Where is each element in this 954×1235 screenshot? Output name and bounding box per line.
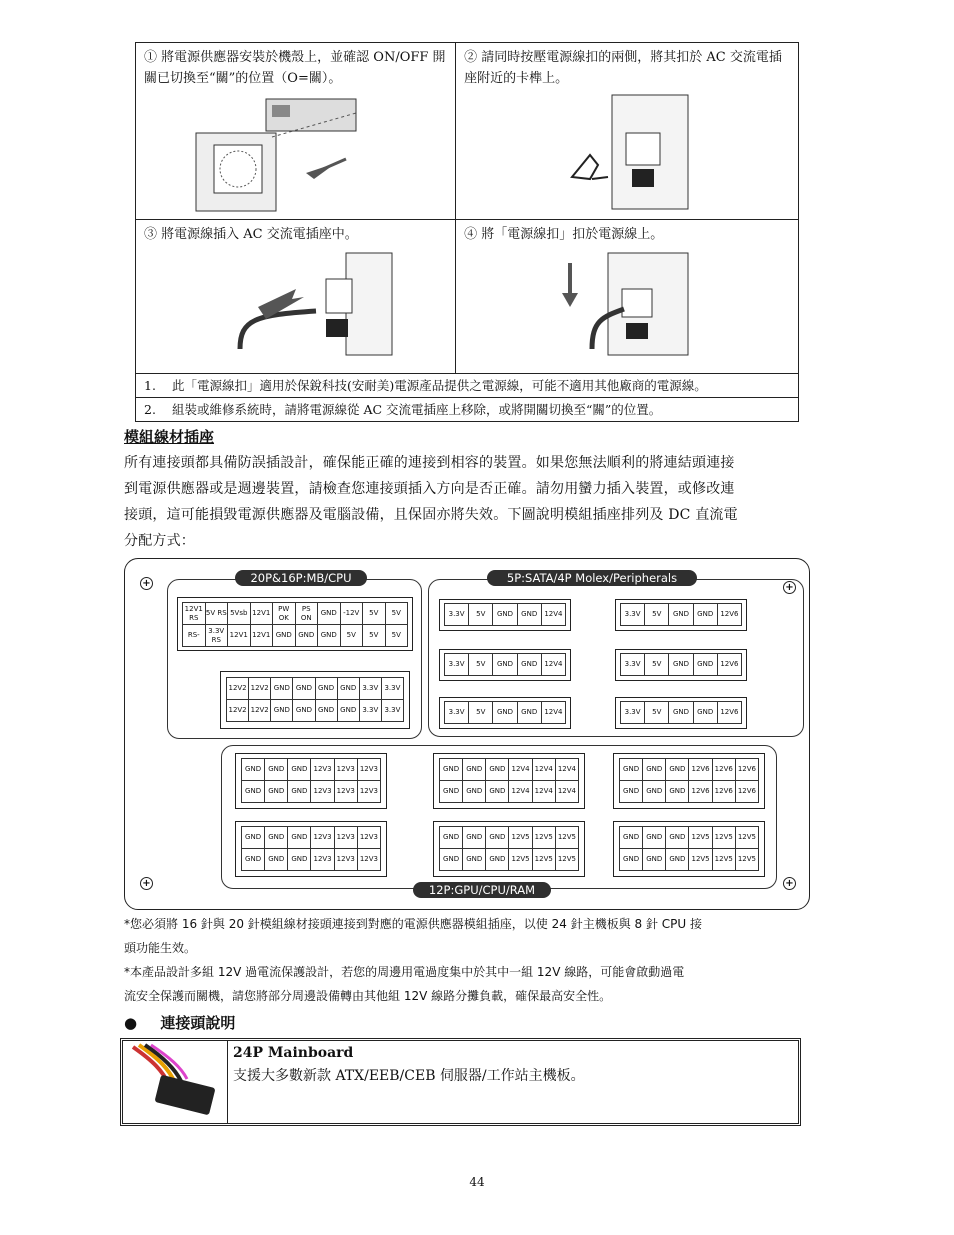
pin-label: 12V6 — [736, 759, 759, 781]
pin-label: 12V2 — [249, 700, 271, 722]
gpu-grid — [439, 758, 579, 803]
pin-label: GND — [463, 849, 486, 871]
gpu-connector — [235, 753, 387, 809]
pin-label: 3.3V — [360, 700, 382, 722]
pin-label: -12V — [341, 603, 364, 625]
pin-label: 5V — [469, 604, 493, 626]
pin-label: GND — [643, 759, 666, 781]
note-1 — [136, 374, 799, 398]
pin-label: GND — [620, 827, 643, 849]
note-2-text: 組裝或維修系統時，請將電源線從 AC 交流電插座上移除，或將開關切換至“關”的位置。 — [171, 402, 662, 417]
pin-label: GND — [620, 759, 643, 781]
sata-grid — [620, 653, 742, 676]
pin-label: 12V2 — [227, 678, 249, 700]
pin-label: 12V5 — [556, 827, 579, 849]
sata-grid — [620, 701, 742, 724]
sata-grid — [444, 603, 566, 626]
pin-label: GND — [493, 702, 517, 724]
pin-label: PS ON — [296, 603, 319, 625]
screw-icon: + — [140, 577, 153, 590]
pin-label: GND — [271, 678, 293, 700]
note-1-text: 此「電源線扣」適用於保銳科技(安耐美)電源產品提供之電源線，可能不適用其他廠商的電源線。 — [171, 378, 707, 393]
sata-connector — [439, 599, 571, 631]
pin-label: 12V6 — [718, 702, 742, 724]
atx-cable-image — [123, 1041, 227, 1123]
gpu-grid — [439, 826, 579, 871]
pin-label: 12V3 — [335, 827, 358, 849]
note-2 — [136, 398, 799, 422]
cpu-16pin-connector — [220, 671, 410, 729]
footnote-line: *本產品設計多組 12V 過電流保護設計，若您的周邊用電過度集中於其中一組 12V 線路，可能會啟動過電 — [124, 965, 685, 979]
gpu-connector — [433, 753, 585, 809]
pin-label: GND — [338, 678, 360, 700]
pin-label: GND — [318, 603, 341, 625]
screw-icon: + — [783, 581, 796, 594]
pin-label: 5V — [363, 625, 386, 647]
pin-label: 12V3 — [358, 781, 381, 803]
pin-label: 12V3 — [311, 849, 334, 871]
sata-grid — [620, 603, 742, 626]
mb-20pin-grid — [182, 602, 408, 647]
pin-label: GND — [486, 827, 509, 849]
pin-label: 12V4 — [533, 781, 556, 803]
pin-label: 5V — [341, 625, 364, 647]
pin-label: 12V5 — [713, 827, 736, 849]
clip-on-cable-illustration — [562, 249, 692, 357]
screw-icon: + — [140, 877, 153, 890]
paragraph-line: 分配方式： — [124, 533, 195, 549]
step-2-number: ② — [464, 50, 478, 65]
pin-label: 3.3V — [445, 604, 469, 626]
step-3-cell — [136, 220, 456, 374]
pin-label: GND — [440, 781, 463, 803]
pin-label: 12V1 RS — [183, 603, 206, 625]
pin-label: 12V3 — [335, 759, 358, 781]
pin-label: GND — [242, 759, 265, 781]
pin-label: 12V4 — [556, 781, 579, 803]
pin-label: 5V — [469, 654, 493, 676]
pin-label: GND — [486, 849, 509, 871]
pin-label: 5V — [469, 702, 493, 724]
pin-label: 5V — [363, 603, 386, 625]
pin-label: GND — [288, 849, 311, 871]
gpu-connector — [613, 821, 765, 877]
pin-label: 12V3 — [358, 759, 381, 781]
cpu-16pin-grid — [226, 677, 404, 722]
pin-label: GND — [669, 654, 693, 676]
gpu-grid — [619, 826, 759, 871]
pin-label: 12V4 — [556, 759, 579, 781]
gpu-grid — [241, 826, 381, 871]
pin-label: 12V3 — [358, 827, 381, 849]
pin-label: GND — [288, 827, 311, 849]
pin-label: 12V5 — [713, 849, 736, 871]
pin-label: 3.3V — [445, 654, 469, 676]
cable-clip-illustration — [562, 93, 692, 211]
pin-label: 12V2 — [249, 678, 271, 700]
pin-label: 12V5 — [509, 849, 532, 871]
pin-label: 12V3 — [335, 781, 358, 803]
sata-connector — [439, 697, 571, 729]
pin-label: GND — [620, 849, 643, 871]
paragraph-line: 接頭，這可能損毀電源供應器及電腦設備，且保固亦將失效。下圖說明模組插座排列及 DC 直流電 — [124, 507, 738, 523]
mainboard-description: 支援大多數新款 ATX/EEB/CEB 伺服器/工作站主機板。 — [233, 1068, 585, 1084]
pin-label: GND — [694, 654, 718, 676]
pin-label: 12V4 — [533, 759, 556, 781]
pin-label: 12V4 — [509, 759, 532, 781]
sata-connector — [615, 697, 747, 729]
pin-label: 12V1 — [251, 625, 274, 647]
pin-label: GND — [493, 604, 517, 626]
pin-label: 12V1 — [228, 625, 251, 647]
pin-label: GND — [518, 654, 542, 676]
connector-layout-diagram — [124, 558, 810, 910]
pin-label: GND — [273, 625, 296, 647]
pin-label: GND — [265, 759, 288, 781]
pin-label: 12V3 — [311, 827, 334, 849]
screw-icon: + — [783, 877, 796, 890]
footnote-2 — [124, 960, 814, 1008]
sata-connector — [439, 649, 571, 681]
pin-label: 12V6 — [713, 781, 736, 803]
gpu-connector — [235, 821, 387, 877]
pin-label: 5V — [386, 603, 409, 625]
pin-label: 12V4 — [542, 702, 566, 724]
pin-label: GND — [242, 827, 265, 849]
pin-label: 12V6 — [713, 759, 736, 781]
pin-label: GND — [486, 759, 509, 781]
step-2-text: 請同時按壓電源線扣的兩側，將其扣於 AC 交流電插座附近的卡榫上。 — [464, 50, 782, 86]
step-3-number: ③ — [144, 227, 158, 242]
pin-label: RS- — [183, 625, 206, 647]
sata-connector — [615, 649, 747, 681]
pin-label: 12V5 — [689, 849, 712, 871]
mb-20pin-connector — [177, 597, 413, 651]
pin-label: 3.3V — [382, 678, 404, 700]
step-1-number: ① — [144, 50, 158, 65]
footnote-line: 流安全保護而關機，請您將部分周邊設備轉由其他組 12V 線路分攤負載，確保最高安全性。 — [124, 989, 612, 1003]
pin-label: 12V4 — [509, 781, 532, 803]
pin-label: GND — [666, 827, 689, 849]
pin-label: 12V5 — [509, 827, 532, 849]
pin-label: GND — [643, 827, 666, 849]
step-4-number: ④ — [464, 227, 478, 242]
pin-label: 3.3V — [621, 654, 645, 676]
pin-label: GND — [265, 827, 288, 849]
modular-connector-paragraph — [124, 450, 814, 554]
pin-label: GND — [318, 625, 341, 647]
pin-label: 12V5 — [533, 827, 556, 849]
pin-label: GND — [694, 604, 718, 626]
pin-label: 12V4 — [542, 604, 566, 626]
pin-label: GND — [518, 604, 542, 626]
pin-label: GND — [440, 827, 463, 849]
pin-label: GND — [440, 759, 463, 781]
connector-section-title: 連接頭說明 — [160, 1014, 236, 1032]
gpu-cpu-ram-label: 12P:GPU/CPU/RAM — [413, 882, 551, 898]
pin-label: 12V3 — [335, 849, 358, 871]
note-1-number: 1. — [144, 378, 156, 393]
pin-label: 12V6 — [689, 781, 712, 803]
pin-label: GND — [493, 654, 517, 676]
pin-label: 12V6 — [718, 604, 742, 626]
page-number: 44 — [469, 1175, 485, 1189]
pin-label: GND — [265, 781, 288, 803]
gpu-grid — [619, 758, 759, 803]
pin-label: 12V3 — [311, 759, 334, 781]
pin-label: 12V4 — [542, 654, 566, 676]
footnote-line: 頭功能生效。 — [124, 941, 197, 955]
pin-label: GND — [265, 849, 288, 871]
mainboard-title: 24P Mainboard — [233, 1045, 354, 1061]
pin-label: 3.3V — [360, 678, 382, 700]
step-4-text: 將「電源線扣」扣於電源線上。 — [481, 227, 664, 242]
modular-connector-heading: 模組線材插座 — [124, 428, 215, 446]
pin-label: GND — [296, 625, 319, 647]
step-3-text: 將電源線插入 AC 交流電插座中。 — [161, 227, 358, 242]
pin-label: 3.3V — [382, 700, 404, 722]
footnote-line: *您必須將 16 針與 20 針模組線材接頭連接到對應的電源供應器模組插座，以使 24 針主機板與 8 針 CPU 接 — [124, 917, 702, 931]
pin-label: 3.3V — [621, 604, 645, 626]
pin-label: 12V5 — [736, 849, 759, 871]
pin-label: GND — [666, 849, 689, 871]
pin-label: GND — [271, 700, 293, 722]
pin-label: PW OK — [273, 603, 296, 625]
note-2-number: 2. — [144, 402, 156, 417]
pin-label: GND — [518, 702, 542, 724]
plug-cable-illustration — [196, 249, 396, 357]
mb-cpu-label: 20P&16P:MB/CPU — [235, 570, 367, 586]
pin-label: 12V5 — [556, 849, 579, 871]
pin-label: 12V5 — [533, 849, 556, 871]
paragraph-line: 所有連接頭都具備防誤插設計，確保能正確的連接到相容的裝置。如果您無法順利的將連結頭連接 — [124, 455, 735, 471]
pin-label: GND — [440, 849, 463, 871]
pin-label: GND — [643, 849, 666, 871]
cable-photo-cell — [123, 1041, 228, 1123]
pin-label: 5V — [386, 625, 409, 647]
pin-label: 12V2 — [227, 700, 249, 722]
pin-label: 12V6 — [689, 759, 712, 781]
paragraph-line: 到電源供應器或是週邊裝置，請檢查您連接頭插入方向是否正確。請勿用蠻力插入裝置，或修改連 — [124, 481, 735, 497]
sata-grid — [444, 653, 566, 676]
step-1-text: 將電源供應器安裝於機殼上，並確認 ON/OFF 開關已切換至“關”的位置（O=關）。 — [144, 50, 446, 86]
pin-label: GND — [316, 700, 338, 722]
pin-label: GND — [620, 781, 643, 803]
sata-connector — [615, 599, 747, 631]
pin-label: 3.3V RS — [206, 625, 229, 647]
pin-label: 12V3 — [358, 849, 381, 871]
pin-label: GND — [338, 700, 360, 722]
pin-label: 12V1 — [251, 603, 274, 625]
pin-label: GND — [242, 849, 265, 871]
pin-label: 5V RS — [206, 603, 229, 625]
pin-label: GND — [669, 604, 693, 626]
pin-label: 5V — [645, 604, 669, 626]
step-2-cell — [456, 43, 799, 220]
pin-label: 5Vsb — [228, 603, 251, 625]
pin-label: GND — [463, 759, 486, 781]
bullet-icon: ● — [124, 1014, 138, 1032]
pin-label: GND — [293, 678, 315, 700]
pin-label: GND — [316, 678, 338, 700]
pin-label: GND — [463, 827, 486, 849]
gpu-connector — [433, 821, 585, 877]
pin-label: 12V5 — [736, 827, 759, 849]
pin-label: 12V6 — [718, 654, 742, 676]
footnote-1 — [124, 912, 814, 960]
pin-label: GND — [666, 781, 689, 803]
pin-label: GND — [242, 781, 265, 803]
pin-label: 5V — [645, 702, 669, 724]
sata-molex-label: 5P:SATA/4P Molex/Peripherals — [487, 570, 697, 586]
pin-label: GND — [293, 700, 315, 722]
step-1-cell — [136, 43, 456, 220]
pin-label: 12V3 — [311, 781, 334, 803]
pin-label: GND — [666, 759, 689, 781]
pin-label: GND — [669, 702, 693, 724]
gpu-connector — [613, 753, 765, 809]
sata-grid — [444, 701, 566, 724]
pin-label: GND — [486, 781, 509, 803]
install-steps-table — [135, 42, 799, 422]
pin-label: 3.3V — [445, 702, 469, 724]
gpu-grid — [241, 758, 381, 803]
connector-section-heading — [124, 1012, 235, 1033]
pin-label: 12V5 — [689, 827, 712, 849]
pin-label: GND — [288, 781, 311, 803]
pin-label: 5V — [645, 654, 669, 676]
pin-label: GND — [288, 759, 311, 781]
pin-label: GND — [643, 781, 666, 803]
pin-label: GND — [463, 781, 486, 803]
psu-install-illustration — [186, 93, 406, 213]
mainboard-connector-box — [120, 1038, 801, 1126]
pin-label: 3.3V — [621, 702, 645, 724]
pin-label: GND — [694, 702, 718, 724]
pin-label: 12V6 — [736, 781, 759, 803]
step-4-cell — [456, 220, 799, 374]
